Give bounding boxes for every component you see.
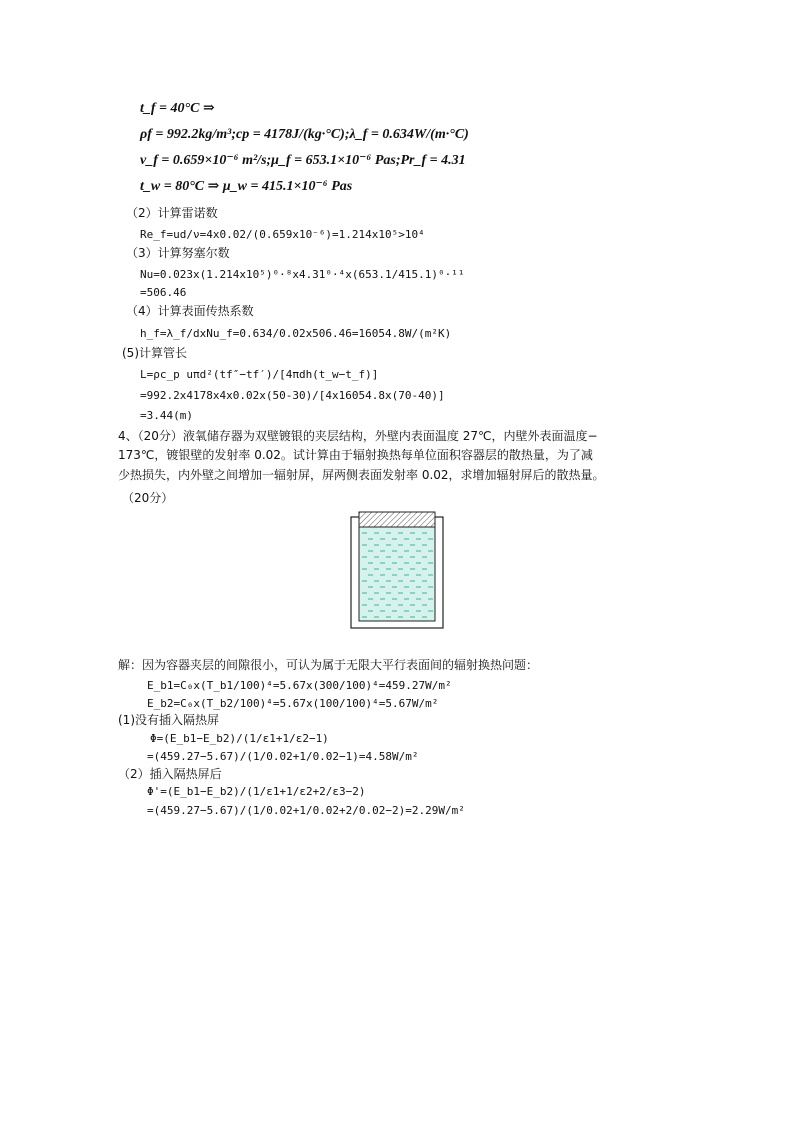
case2-heading: （2）插入隔热屏后	[118, 767, 222, 781]
step4-formula: h_f=λ_f/dxNu_f=0.634/0.02x506.46=16054.8W/(m²K)	[140, 327, 452, 340]
step5-calc: =992.2x4178x4x0.02x(50-30)/[4x16054.8x(70-40)]	[140, 389, 445, 402]
case1-formula: Φ=(E_b1−E_b2)/(1/ε1+1/ε2−1)	[150, 732, 329, 745]
step5-result: =3.44(m)	[140, 409, 193, 422]
question4-line4: （20分）	[122, 491, 174, 505]
step3-heading: （3）计算努塞尔数	[126, 246, 230, 260]
question4-line1: 4、（20分）液氧储存器为双壁镀银的夹层结构，外壁内表面温度 27℃，内壁外表面温度−	[118, 429, 598, 443]
container-diagram	[350, 511, 444, 629]
step3-formula: Nu=0.023x(1.214x10⁵)⁰·⁸x4.31⁰·⁴x(653.1/415.1)⁰·¹¹	[140, 268, 465, 281]
equation-viscosity-pr: ν_f = 0.659×10⁻⁶ m²/s;μ_f = 653.1×10⁻⁶ Pas;Pr_f = 4.31	[140, 153, 466, 168]
case1-heading: (1)没有插入隔热屏	[118, 713, 219, 727]
equation-wall-temp: t_w = 80°C ⇒ μ_w = 415.1×10⁻⁶ Pas	[140, 179, 353, 194]
question4-line2: 173℃，镀银壁的发射率 0.02。试计算由于辐射换热每单位面积容器层的散热量，为了减	[118, 448, 593, 462]
dewar-vessel-illustration	[350, 511, 444, 629]
inner-liquid	[359, 527, 435, 621]
question4-line3: 少热损失，内外壁之间增加一辐射屏，屏两侧表面发射率 0.02，求增加辐射屏后的散热量。	[118, 468, 605, 482]
solution-eb1: E_b1=C₀x(T_b1/100)⁴=5.67x(300/100)⁴=459.27W/m²	[147, 679, 452, 692]
step2-heading: （2）计算雷诺数	[126, 206, 218, 220]
step5-formula: L=ρc_p uπd²(tf″−tf′)/[4πdh(t_w−t_f)]	[140, 368, 379, 381]
equation-density-cp-lambda: ρf = 992.2kg/m³;cp = 4178J/(kg·°C);λ_f = 0.634W/(m·°C)	[140, 127, 469, 142]
solution-intro: 解：因为容器夹层的间隙很小，可认为属于无限大平行表面间的辐射换热问题：	[118, 658, 539, 672]
hatched-lid	[359, 512, 435, 527]
solution-eb2: E_b2=C₀x(T_b2/100)⁴=5.67x(100/100)⁴=5.67W/m²	[147, 697, 439, 710]
step4-heading: （4）计算表面传热系数	[126, 304, 254, 318]
case1-calc: =(459.27−5.67)/(1/0.02+1/0.02−1)=4.58W/m²	[147, 750, 419, 763]
step2-formula: Re_f=ud/ν=4x0.02/(0.659x10⁻⁶)=1.214x10⁵>10⁴	[140, 228, 425, 241]
equation-fluid-temp: t_f = 40°C ⇒	[140, 101, 215, 116]
case2-calc: =(459.27−5.67)/(1/0.02+1/0.02+2/0.02−2)=2.29W/m²	[147, 804, 465, 817]
step3-result: =506.46	[140, 286, 187, 299]
step5-heading: (5)计算管长	[122, 346, 187, 360]
case2-formula: Φ'=(E_b1−E_b2)/(1/ε1+1/ε2+2/ε3−2)	[147, 785, 366, 798]
